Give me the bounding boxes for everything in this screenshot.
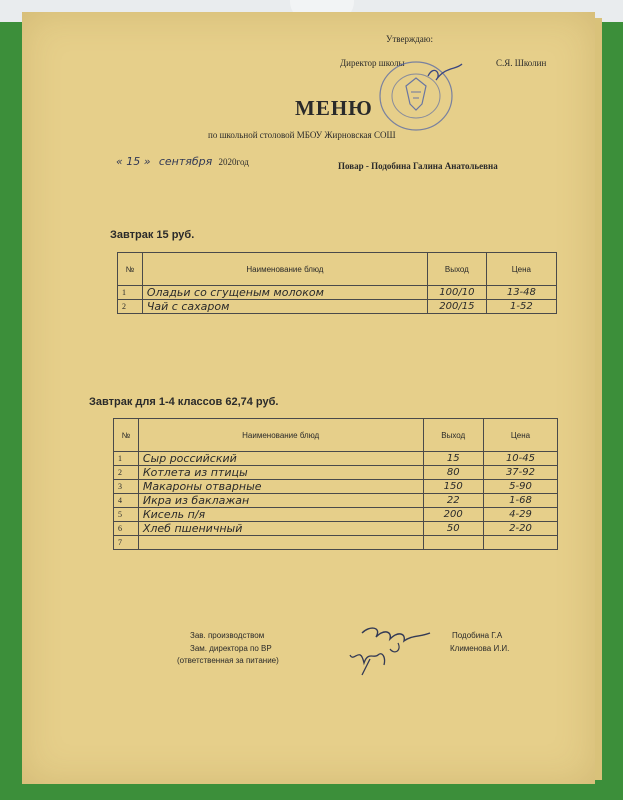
date-line: [116, 155, 249, 168]
col-num: №: [114, 419, 139, 452]
col-out: Выход: [427, 253, 486, 286]
footer-line1: Зав. производством: [190, 631, 265, 640]
table-row: [114, 508, 558, 522]
col-price: Цена: [483, 419, 557, 452]
director-label: Директор школы: [340, 58, 405, 68]
table-row: [114, 480, 558, 494]
row-out: 200/15: [427, 300, 486, 314]
table-row: [118, 300, 557, 314]
footer-line2: Зам. директора по ВР: [190, 644, 272, 653]
row-out: 200: [423, 508, 483, 522]
row-num: 6: [114, 522, 139, 536]
row-price: 5-90: [483, 480, 557, 494]
row-out: 15: [423, 452, 483, 466]
row-price: 1-52: [486, 300, 556, 314]
row-num: 3: [114, 480, 139, 494]
row-dish: Чай с сахаром: [142, 300, 427, 314]
footer-name1: Подобина Г.А: [452, 631, 503, 640]
row-dish: Сыр российский: [138, 452, 423, 466]
table-row: [114, 494, 558, 508]
row-price: 2-20: [483, 522, 557, 536]
date-month: сентября: [158, 155, 213, 168]
row-out: [423, 536, 483, 550]
signature-icon: [340, 615, 440, 690]
row-num: 1: [118, 286, 143, 300]
approve-label: Утверждаю:: [386, 34, 434, 44]
row-price: 4-29: [483, 508, 557, 522]
row-dish: Кисель п/я: [138, 508, 423, 522]
row-num: 2: [118, 300, 143, 314]
row-out: 50: [423, 522, 483, 536]
row-price: [483, 536, 557, 550]
row-num: 2: [114, 466, 139, 480]
school-subtitle: по школьной столовой МБОУ Жирновская СОШ: [208, 130, 396, 140]
row-price: 10-45: [483, 452, 557, 466]
col-dish: Наименование блюд: [138, 419, 423, 452]
col-dish: Наименование блюд: [142, 253, 427, 286]
row-price: 13-48: [486, 286, 556, 300]
breakfast2-title: Завтрак для 1-4 классов 62,74 руб.: [89, 396, 279, 408]
table-row: [114, 536, 558, 550]
row-dish: Оладьи со сгущеным молоком: [142, 286, 427, 300]
footer-line3: (ответственная за питание): [177, 656, 279, 665]
row-num: 1: [114, 452, 139, 466]
row-dish: Макароны отварные: [138, 480, 423, 494]
table-header-row: [118, 253, 557, 286]
director-name: С.Я. Школин: [496, 58, 547, 68]
row-num: 5: [114, 508, 139, 522]
row-out: 80: [423, 466, 483, 480]
col-num: №: [118, 253, 143, 286]
row-out: 22: [423, 494, 483, 508]
date-day: « 15 »: [116, 155, 151, 168]
date-year: 2020год: [218, 157, 249, 167]
row-out: 100/10: [427, 286, 486, 300]
table-row: [114, 452, 558, 466]
row-dish: Котлета из птицы: [138, 466, 423, 480]
col-out: Выход: [423, 419, 483, 452]
row-out: 150: [423, 480, 483, 494]
cook-name: Повар - Подобина Галина Анатольевна: [338, 161, 498, 171]
row-dish: Икра из баклажан: [138, 494, 423, 508]
table-row: [114, 466, 558, 480]
breakfast2-table: [113, 418, 558, 550]
table-header-row: [114, 419, 558, 452]
school-stamp-icon: [376, 56, 468, 134]
row-dish: Хлеб пшеничный: [138, 522, 423, 536]
col-price: Цена: [486, 253, 556, 286]
table-row: [118, 286, 557, 300]
row-num: 7: [114, 536, 139, 550]
row-price: 37-92: [483, 466, 557, 480]
breakfast1-table: [117, 252, 557, 314]
row-price: 1-68: [483, 494, 557, 508]
breakfast1-title: Завтрак 15 руб.: [110, 229, 195, 241]
table-row: [114, 522, 558, 536]
row-dish: [138, 536, 423, 550]
footer-name2: Клименова И.И.: [450, 644, 510, 653]
page-title: МЕНЮ: [295, 96, 373, 120]
row-num: 4: [114, 494, 139, 508]
